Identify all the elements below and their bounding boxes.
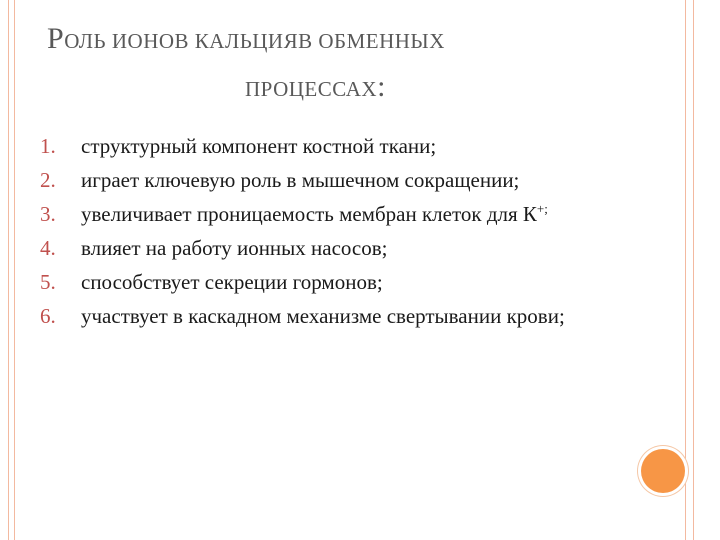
- function-list: [40, 132, 630, 336]
- superscript: +;: [536, 201, 548, 216]
- decorative-border-line: [8, 0, 9, 540]
- list-text: структурный компонент костной ткани;: [81, 134, 437, 158]
- list-number: 1.: [40, 134, 56, 158]
- list-item: [40, 132, 630, 160]
- list-number: 2.: [40, 168, 56, 192]
- list-number: 4.: [40, 236, 56, 260]
- list-text: играет ключевую роль в мышечном сокращении;: [81, 168, 520, 192]
- decorative-border-line: [14, 0, 15, 540]
- decorative-circle: [641, 449, 685, 493]
- slide-title: [47, 22, 445, 56]
- list-item: [40, 166, 630, 194]
- title-line2-text: ПРОЦЕССАХ: [245, 77, 378, 101]
- list-text: увеличивает проницаемость мембран клеток для К: [81, 202, 537, 226]
- slide-title-line2: [245, 70, 386, 104]
- list-text: способствует секреции гормонов;: [81, 270, 383, 294]
- decorative-border-line: [693, 0, 694, 540]
- list-number: 5.: [40, 270, 56, 294]
- list-number: 3.: [40, 202, 56, 226]
- list-number: 6.: [40, 304, 56, 328]
- list-item: [40, 200, 630, 228]
- list-text: участвует в каскадном механизме свертывании крови;: [81, 304, 565, 328]
- title-line1-text: ОЛЬ ИОНОВ КАЛЬЦИЯВ ОБМЕННЫХ: [64, 29, 445, 53]
- title-colon: :: [377, 70, 386, 103]
- list-item: [40, 234, 630, 262]
- decorative-border-line: [685, 0, 686, 540]
- list-item: [40, 268, 630, 296]
- title-first-letter: Р: [47, 22, 65, 55]
- list-item: [40, 302, 630, 330]
- list-text: влияет на работу ионных насосов;: [81, 236, 388, 260]
